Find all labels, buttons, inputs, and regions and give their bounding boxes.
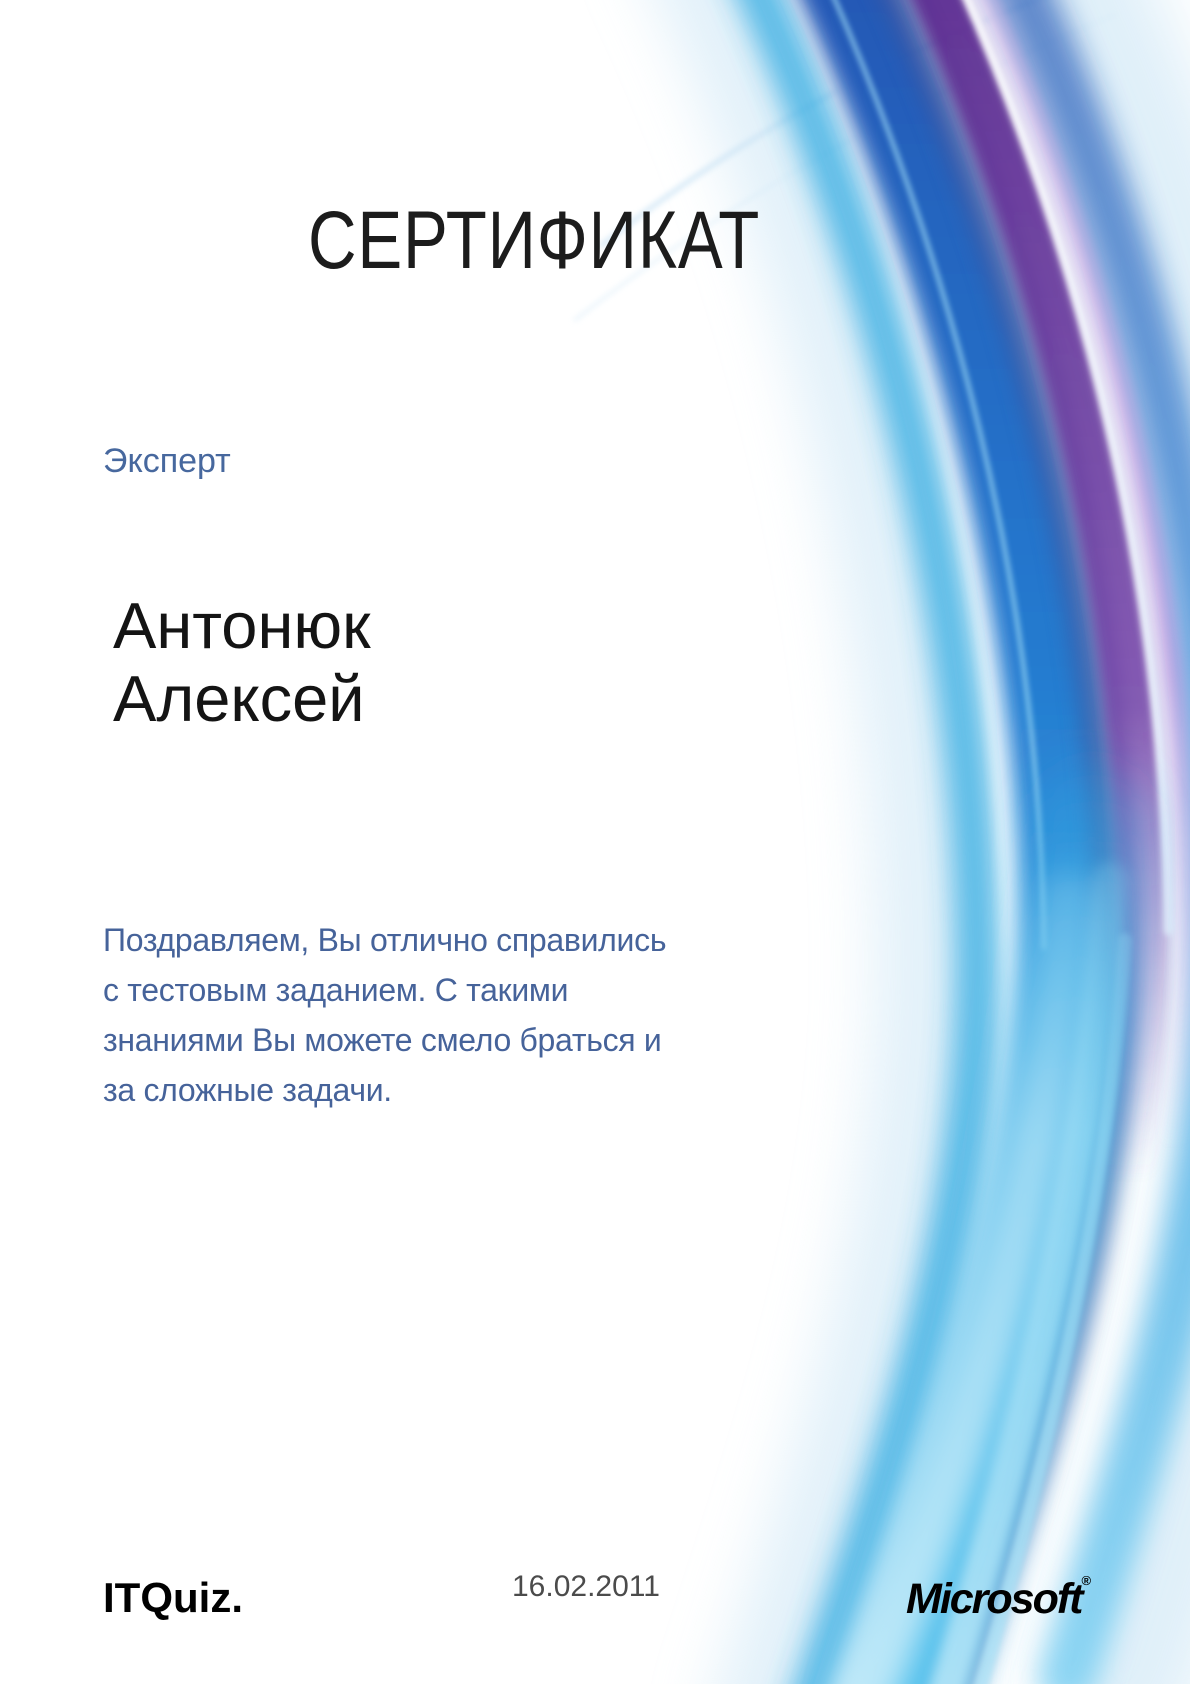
- microsoft-logo: [906, 1574, 1091, 1621]
- congratulation-line: за сложные задачи.: [103, 1072, 392, 1108]
- recipient-first-name: Алексей: [113, 662, 365, 735]
- issuer-logo: ITQuiz.: [103, 1574, 243, 1621]
- qualification-label: Эксперт: [103, 442, 231, 480]
- registered-trademark-icon: ®: [1081, 1573, 1092, 1588]
- congratulation-line: Поздравляем, Вы отлично справились: [103, 922, 667, 958]
- certificate-title: СЕРТИФИКАТ: [308, 195, 761, 286]
- recipient-name: [113, 589, 371, 735]
- congratulation-line: знаниями Вы можете смело браться и: [103, 1022, 662, 1058]
- microsoft-logo-text: Microsoft: [906, 1575, 1082, 1623]
- issue-date: 16.02.2011: [512, 1570, 660, 1603]
- recipient-last-name: Антонюк: [113, 589, 371, 662]
- congratulation-text: [103, 915, 666, 1115]
- congratulation-line: с тестовым заданием. С такими: [103, 972, 569, 1008]
